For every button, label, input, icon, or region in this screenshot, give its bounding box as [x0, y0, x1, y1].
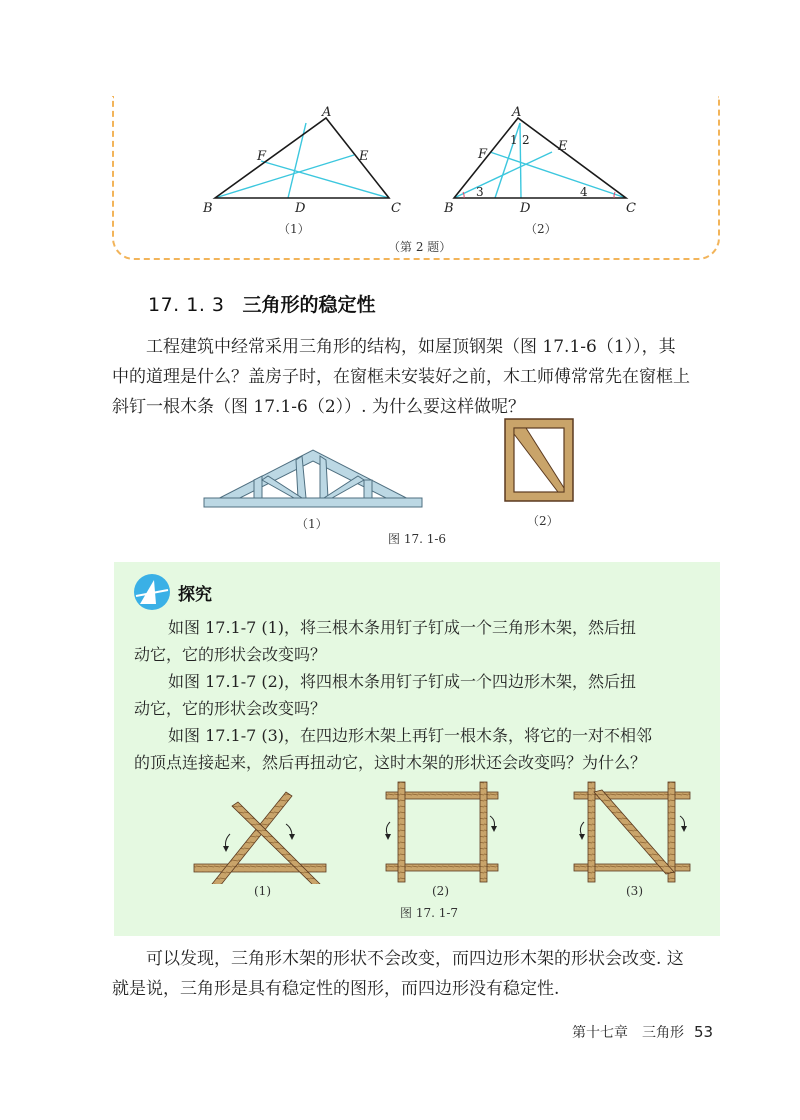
- chapter-label: 第十七章 三角形: [572, 1025, 684, 1041]
- explore-icon: [132, 572, 172, 612]
- wooden-frames-figure: [190, 780, 700, 884]
- angle-4: 4: [580, 185, 588, 199]
- angle-1: 1: [510, 133, 518, 147]
- window-frame-figure: [504, 418, 574, 502]
- roof-truss-figure: [202, 446, 424, 510]
- explore-p3-line1: 如图 17.1-7 (3)，在四边形木架上再钉一根木条，将它的一对不相邻: [168, 726, 653, 745]
- intro-line-2: 中的道理是什么？盖房子时，在窗框未安装好之前，木工师傅常常先在窗框上: [112, 367, 690, 387]
- fig-17-1-7-sub3: (3): [626, 884, 643, 898]
- conclusion-line-1: 可以发现，三角形木架的形状不会改变，而四边形木架的形状会改变. 这: [146, 949, 684, 969]
- explore-p2-line2: 动它，它的形状会改变吗？: [134, 699, 327, 718]
- fig-17-1-6-sub2: （2）: [527, 514, 559, 528]
- vertex-E-2: E: [558, 139, 568, 154]
- explore-p3-line2: 的顶点连接起来，然后再扭动它，这时木架的形状还会改变吗？为什么？: [134, 753, 647, 772]
- explore-p2-line1: 如图 17.1-7 (2)，将四根木条用钉子钉成一个四边形木架，然后扭: [168, 672, 637, 691]
- triangle-figure-1: [195, 106, 415, 218]
- fig-17-1-6-caption: 图 17. 1-6: [388, 532, 447, 546]
- triangle-figure-2: [440, 106, 640, 218]
- angle-3: 3: [476, 185, 484, 199]
- vertex-E: E: [359, 149, 369, 164]
- explore-paragraph-2: [134, 668, 708, 722]
- explore-title: 探究: [178, 585, 212, 605]
- page-number: 53: [694, 1023, 714, 1041]
- vertex-B-2: B: [444, 201, 454, 216]
- fig-17-1-7-sub2: (2): [432, 884, 449, 898]
- vertex-C-2: C: [626, 201, 636, 216]
- problem2-caption: （第 2 题）: [388, 240, 452, 254]
- vertex-A-2: A: [512, 106, 522, 120]
- vertex-F-2: F: [478, 147, 488, 162]
- explore-paragraph-3: [134, 722, 708, 776]
- section-title: 三角形的稳定性: [242, 294, 376, 316]
- quadrilateral-frame: [386, 782, 498, 882]
- braced-quadrilateral-frame: [574, 782, 690, 882]
- vertex-B: B: [203, 201, 213, 216]
- page-footer: [572, 1022, 713, 1042]
- conclusion-paragraph: [112, 944, 722, 1004]
- explore-p1-line1: 如图 17.1-7 (1)，将三根木条用钉子钉成一个三角形木架，然后扭: [168, 618, 637, 637]
- angle-2: 2: [522, 133, 530, 147]
- explore-paragraph-1: [134, 614, 708, 668]
- fig2-caption: （2）: [525, 222, 557, 236]
- intro-line-1: 工程建筑中经常采用三角形的结构，如屋顶钢架（图 17.1-6（1）），其: [146, 337, 676, 357]
- fig-17-1-6-sub1: （1）: [296, 517, 328, 531]
- fig-17-1-7-caption: 图 17. 1-7: [400, 906, 459, 920]
- vertex-D-2: D: [520, 201, 531, 216]
- intro-line-3: 斜钉一根木条（图 17.1-6（2））. 为什么要这样做呢？: [112, 397, 525, 417]
- fig-17-1-7-sub1: (1): [254, 884, 271, 898]
- vertex-F: F: [257, 149, 267, 164]
- fig1-caption: （1）: [278, 222, 310, 236]
- vertex-A: A: [322, 106, 332, 120]
- conclusion-line-2: 就是说，三角形是具有稳定性的图形，而四边形没有稳定性.: [112, 979, 560, 999]
- section-number: 17. 1. 3: [148, 294, 225, 316]
- vertex-D: D: [295, 201, 306, 216]
- triangle-frame: [194, 792, 326, 884]
- explore-p1-line2: 动它，它的形状会改变吗？: [134, 645, 327, 664]
- section-heading: [148, 290, 376, 317]
- intro-paragraph: [112, 332, 722, 422]
- vertex-C: C: [391, 201, 401, 216]
